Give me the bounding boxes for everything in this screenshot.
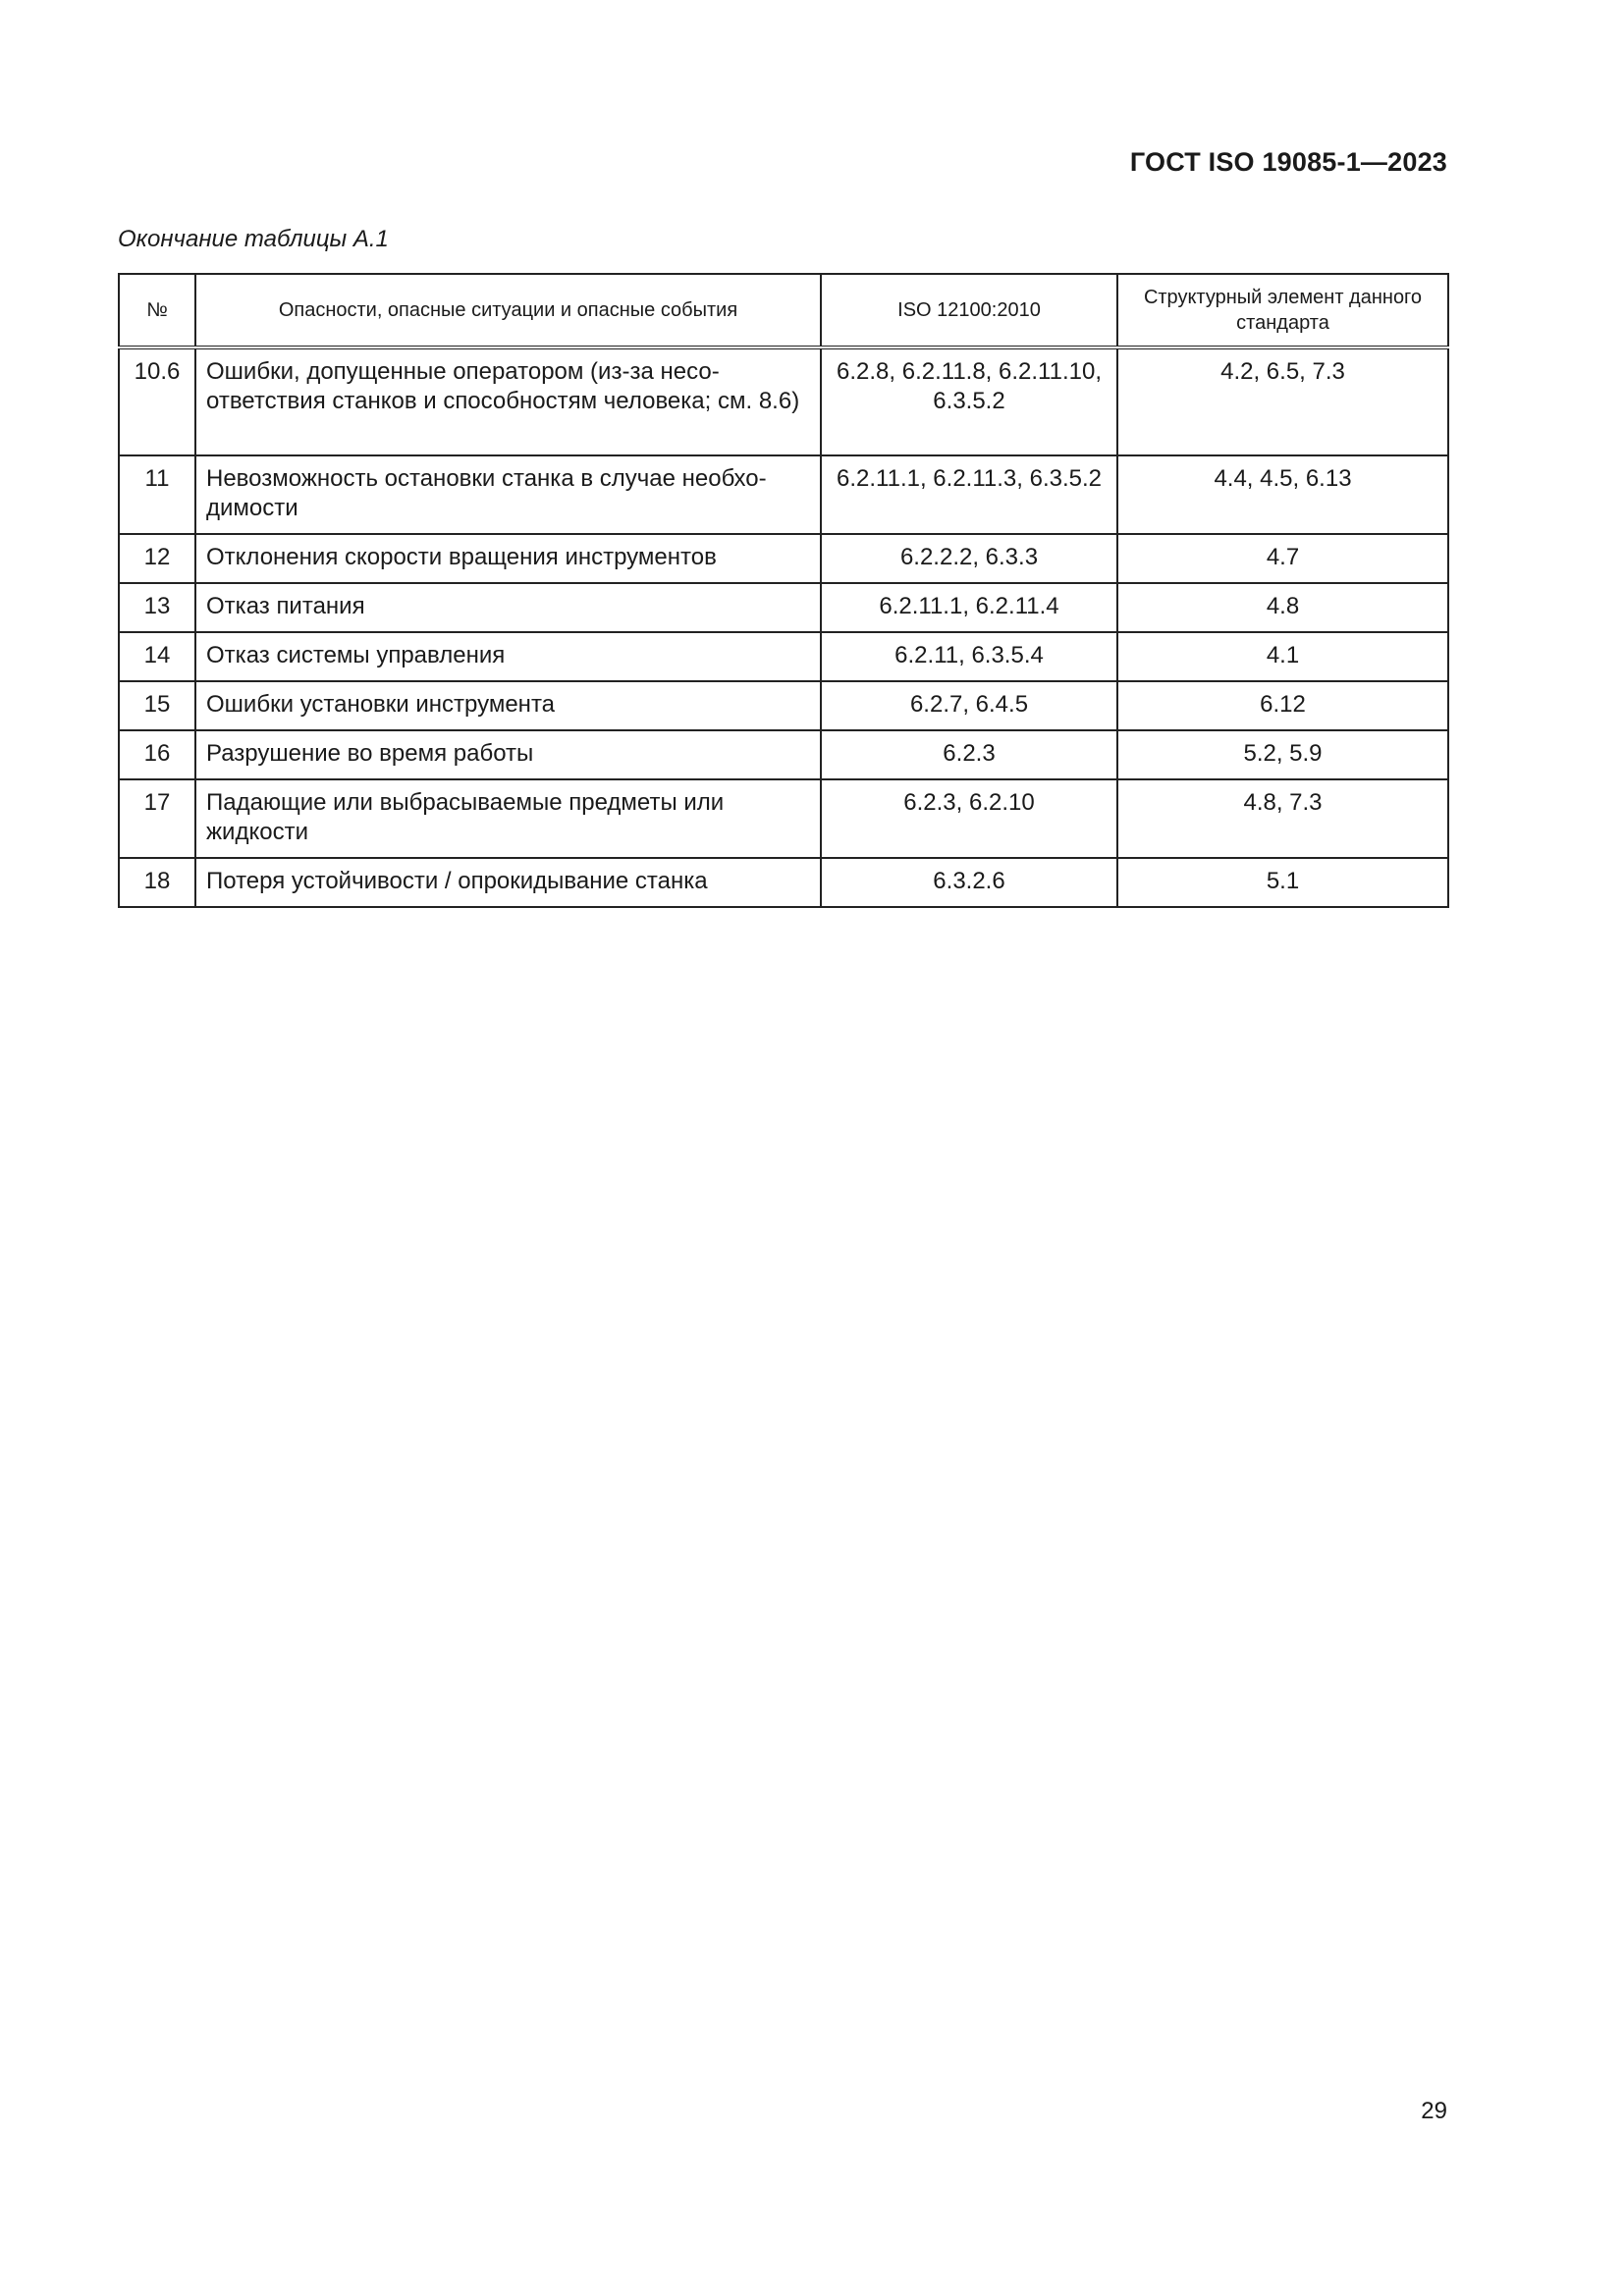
row-iso-clause: 6.2.2.2, 6.3.3	[821, 534, 1117, 583]
row-number: 14	[119, 632, 195, 681]
row-structural-element: 6.12	[1117, 681, 1448, 730]
row-hazard: Ошибки, допущенные оператором (из-за несо-ответствия станков и способностям человека; см. 8.6)	[195, 347, 821, 455]
row-iso-clause: 6.3.2.6	[821, 858, 1117, 907]
table-row	[119, 632, 1448, 681]
row-hazard: Падающие или выбрасываемые предметы или жидкости	[195, 779, 821, 858]
row-number: 16	[119, 730, 195, 779]
table-row	[119, 583, 1448, 632]
row-number: 10.6	[119, 347, 195, 455]
row-number: 13	[119, 583, 195, 632]
row-number: 18	[119, 858, 195, 907]
row-iso-clause: 6.2.8, 6.2.11.8, 6.2.11.10, 6.3.5.2	[821, 347, 1117, 455]
table-row	[119, 779, 1448, 858]
row-iso-clause: 6.2.3	[821, 730, 1117, 779]
table-row	[119, 534, 1448, 583]
table-row	[119, 681, 1448, 730]
row-hazard: Отказ системы управления	[195, 632, 821, 681]
row-iso-clause: 6.2.11.1, 6.2.11.4	[821, 583, 1117, 632]
row-iso-clause: 6.2.3, 6.2.10	[821, 779, 1117, 858]
row-hazard: Невозможность остановки станка в случае необхо-димости	[195, 455, 821, 534]
table-row	[119, 858, 1448, 907]
page-number: 29	[1421, 2098, 1447, 2124]
row-structural-element: 5.2, 5.9	[1117, 730, 1448, 779]
row-hazard: Отказ питания	[195, 583, 821, 632]
row-hazard: Отклонения скорости вращения инструментов	[195, 534, 821, 583]
table-row	[119, 347, 1448, 455]
row-iso-clause: 6.2.11.1, 6.2.11.3, 6.3.5.2	[821, 455, 1117, 534]
row-number: 11	[119, 455, 195, 534]
column-header-hazards: Опасности, опасные ситуации и опасные события	[195, 274, 821, 347]
column-header-iso: ISO 12100:2010	[821, 274, 1117, 347]
row-structural-element: 4.4, 4.5, 6.13	[1117, 455, 1448, 534]
row-structural-element: 4.8, 7.3	[1117, 779, 1448, 858]
table-caption: Окончание таблицы А.1	[118, 226, 389, 252]
table-header-row	[119, 274, 1448, 347]
row-number: 15	[119, 681, 195, 730]
column-header-number: №	[119, 274, 195, 347]
row-structural-element: 4.1	[1117, 632, 1448, 681]
row-structural-element: 4.7	[1117, 534, 1448, 583]
row-hazard: Разрушение во время работы	[195, 730, 821, 779]
row-number: 17	[119, 779, 195, 858]
table-row	[119, 730, 1448, 779]
row-iso-clause: 6.2.11, 6.3.5.4	[821, 632, 1117, 681]
document-code: ГОСТ ISO 19085-1—2023	[1129, 147, 1447, 177]
row-structural-element: 4.2, 6.5, 7.3	[1117, 347, 1448, 455]
row-structural-element: 4.8	[1117, 583, 1448, 632]
row-iso-clause: 6.2.7, 6.4.5	[821, 681, 1117, 730]
column-header-structural-element: Структурный элемент данного стандарта	[1117, 274, 1448, 347]
hazards-table	[118, 273, 1449, 908]
row-number: 12	[119, 534, 195, 583]
row-hazard: Потеря устойчивости / опрокидывание станка	[195, 858, 821, 907]
table-row	[119, 455, 1448, 534]
row-hazard: Ошибки установки инструмента	[195, 681, 821, 730]
row-structural-element: 5.1	[1117, 858, 1448, 907]
